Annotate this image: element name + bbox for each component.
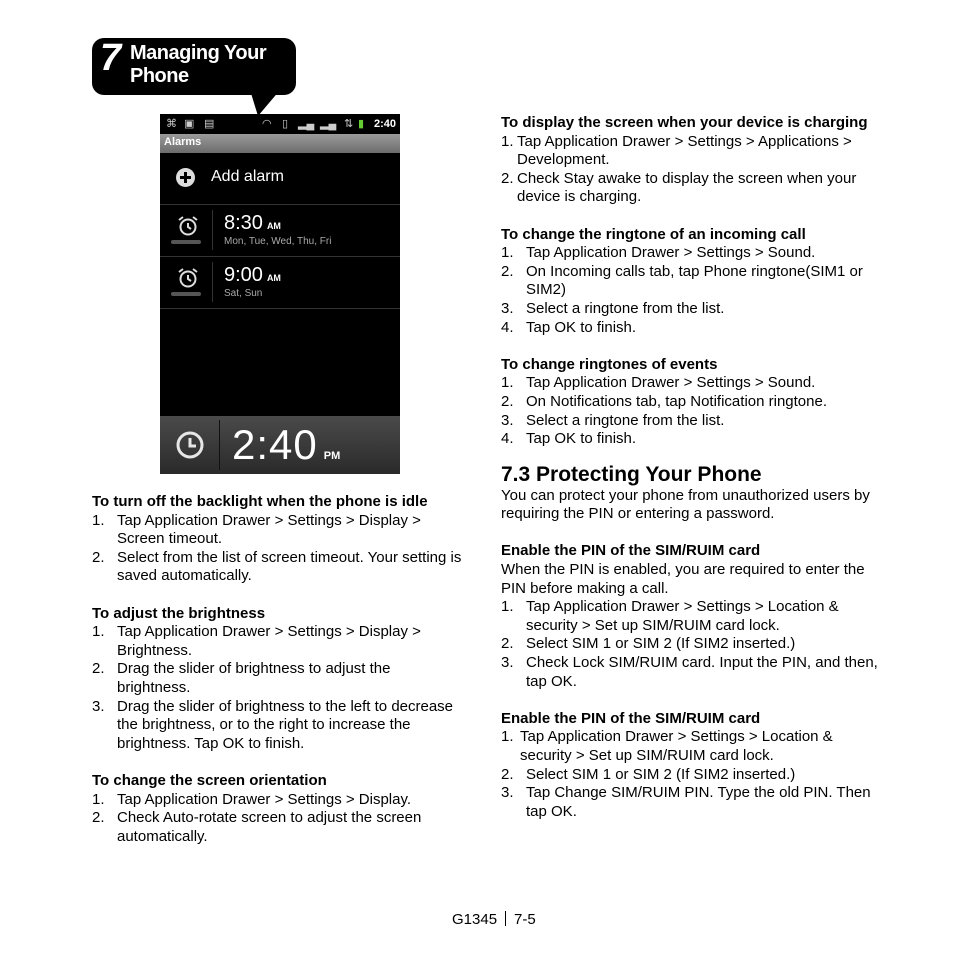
- alarm-time: 9:00 AM: [224, 264, 281, 286]
- list-item: 1. Tap Application Drawer > Settings > Applications > Development.: [501, 132, 852, 169]
- list-item: 1. Tap Application Drawer > Settings > Sound.: [501, 244, 816, 262]
- section-heading: To turn off the backlight when the phone is idle: [92, 493, 428, 510]
- list-item: 3. Drag the slider of brightness to the left to decrease the brightness, or to the right to increase the brightness. Tap OK to finish.: [92, 697, 454, 752]
- alarm-row[interactable]: [160, 257, 400, 309]
- list-item: 2. Select from the list of screen timeout. Your setting is saved automatically.: [92, 548, 462, 585]
- data-icon: ⇅: [344, 118, 354, 130]
- list-item: 2. Select SIM 1 or SIM 2 (If SIM2 inserted.): [501, 765, 796, 783]
- alarm-toggle-bar[interactable]: [171, 240, 201, 244]
- list-item: 3. Check Lock SIM/RUIM card. Input the PIN, and then, tap OK.: [501, 654, 878, 690]
- alarm-clock-icon: [176, 266, 200, 290]
- divider: [212, 210, 213, 250]
- left-column: [92, 493, 462, 846]
- signal-icon: ▂▄: [298, 118, 315, 130]
- list-item: 1. Tap Application Drawer > Settings > Location & security > Set up SIM/RUIM card lock.: [501, 598, 839, 634]
- list-item: 4. Tap OK to finish.: [501, 318, 637, 336]
- clock-bar: [160, 416, 400, 474]
- battery-icon: ▮: [358, 118, 365, 130]
- page-number: 7-5: [514, 911, 536, 928]
- list-item: 2. Drag the slider of brightness to adjust the brightness.: [92, 660, 391, 696]
- status-bar: [160, 114, 400, 134]
- list-item: 1. Tap Application Drawer > Settings > Display > Screen timeout.: [92, 511, 421, 548]
- list-item: 1. Tap Application Drawer > Settings > Display.: [92, 790, 412, 808]
- list-item: 1. Tap Application Drawer > Settings > Display > Brightness.: [92, 623, 421, 659]
- status-time: 2:40: [373, 118, 396, 130]
- clock-time: 2:40 PM: [232, 421, 341, 468]
- alarm-toggle-bar[interactable]: [171, 292, 201, 296]
- section-heading: Enable the PIN of the SIM/RUIM card: [501, 709, 761, 727]
- printer-icon: ▤: [204, 118, 215, 130]
- list-item: 2. On Notifications tab, tap Notification ringtone.: [501, 392, 827, 410]
- section-heading: To change the screen orientation: [92, 771, 327, 789]
- alarm-clock-icon: [176, 214, 200, 238]
- list-item: 2. Check Stay awake to display the screen when your device is charging.: [501, 169, 857, 206]
- paragraph: You can protect your phone from unauthorized users by requiring the PIN or entering a password.: [501, 486, 870, 523]
- model-name: G1345: [452, 911, 498, 928]
- paragraph: When the PIN is enabled, you are required to enter the PIN before making a call.: [501, 561, 865, 597]
- alarm-days: Sat, Sun: [224, 288, 263, 299]
- usb-icon: ⌘: [166, 118, 177, 130]
- list-item: 3. Select a ringtone from the list.: [501, 411, 725, 429]
- list-item: 2. Select SIM 1 or SIM 2 (If SIM2 inserted.): [501, 635, 796, 653]
- app-title: Alarms: [164, 136, 202, 148]
- phone-screenshot: [160, 114, 400, 474]
- add-alarm-label: Add alarm: [211, 168, 284, 185]
- add-icon: [176, 168, 195, 187]
- alarm-row[interactable]: [160, 205, 400, 257]
- list-item: 3. Select a ringtone from the list.: [501, 299, 725, 317]
- alarm-days: Mon, Tue, Wed, Thu, Fri: [224, 236, 332, 247]
- divider: [219, 420, 220, 470]
- list-item: 2. Check Auto-rotate screen to adjust the screen automatically.: [92, 809, 422, 845]
- vibrate-icon: ▯: [282, 118, 289, 130]
- footer-divider: [505, 911, 506, 926]
- section-heading: Enable the PIN of the SIM/RUIM card: [501, 542, 761, 560]
- list-item: 1. Tap Application Drawer > Settings > Location & security > Set up SIM/RUIM card lock.: [501, 728, 833, 764]
- list-item: 2. On Incoming calls tab, tap Phone ringtone(SIM1 or SIM2): [501, 262, 863, 299]
- section-heading: To display the screen when your device is charging: [501, 114, 868, 131]
- clock-icon: [175, 430, 205, 460]
- add-alarm-row[interactable]: [160, 153, 400, 205]
- alarm-time: 8:30 AM: [224, 212, 281, 234]
- wifi-icon: ◠: [262, 118, 272, 130]
- notification-icon: ▣: [184, 118, 195, 130]
- page-footer: [452, 911, 536, 929]
- chapter-title: Managing Your Phone: [130, 42, 267, 87]
- section-title: 7.3 Protecting Your Phone: [501, 462, 762, 486]
- divider: [212, 262, 213, 302]
- section-heading: To change the ringtone of an incoming call: [501, 225, 806, 243]
- signal2-icon: ▂▄: [320, 118, 337, 130]
- section-heading: To change ringtones of events: [501, 355, 718, 373]
- list-item: 4. Tap OK to finish.: [501, 430, 637, 448]
- list-item: 1. Tap Application Drawer > Settings > Sound.: [501, 374, 816, 392]
- list-item: 3. Tap Change SIM/RUIM PIN. Type the old PIN. Then tap OK.: [501, 784, 871, 820]
- right-column: [501, 114, 886, 821]
- chapter-number: 7: [100, 37, 122, 79]
- section-heading: To adjust the brightness: [92, 604, 266, 622]
- app-titlebar: [160, 134, 400, 153]
- chapter-badge-tail: [250, 90, 280, 116]
